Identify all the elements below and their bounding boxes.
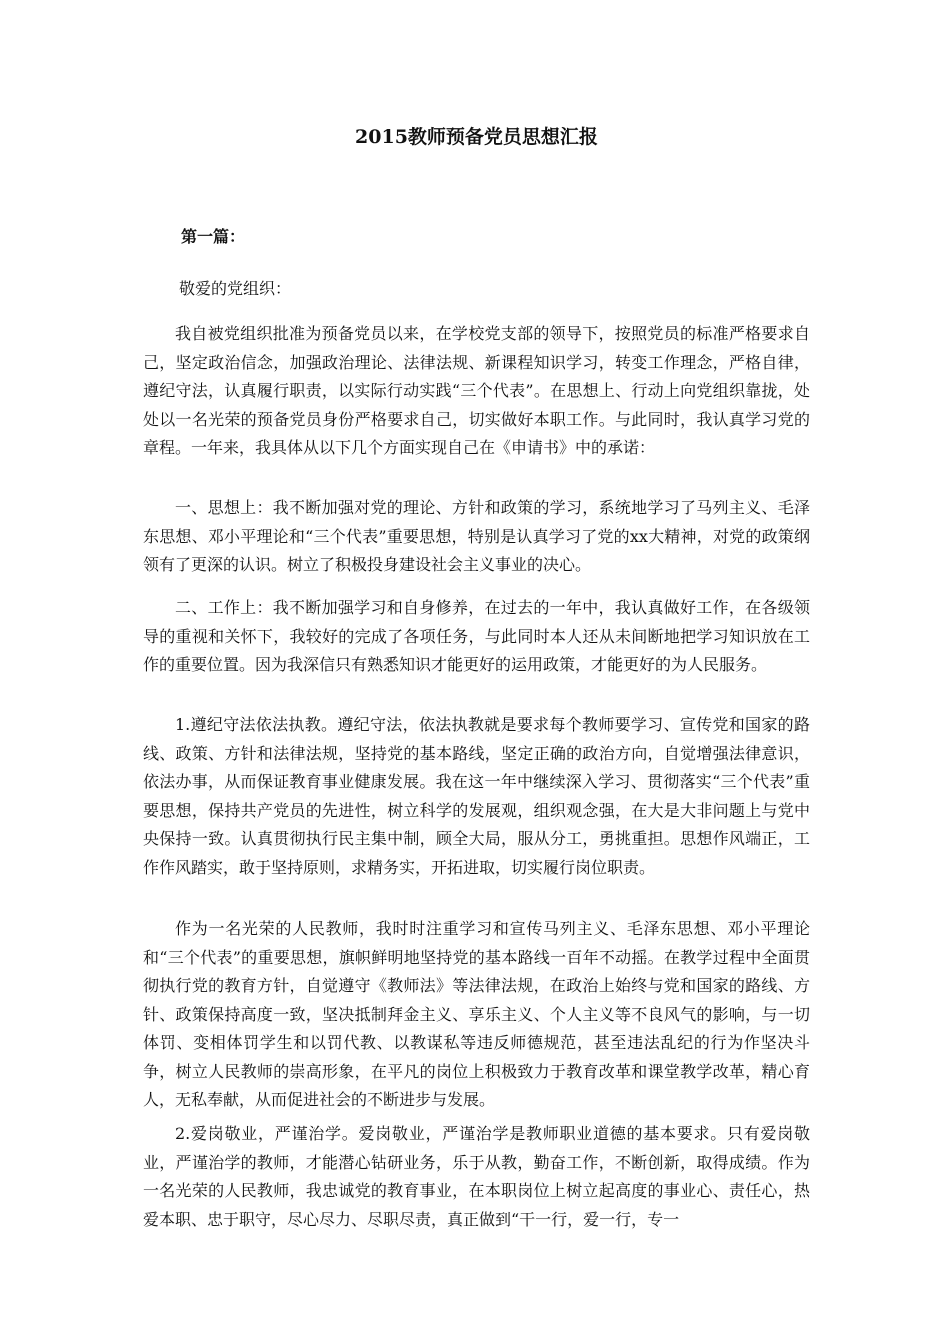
paragraph-ideology: 一、思想上：我不断加强对党的理论、方针和政策的学习，系统地学习了马列主义、毛泽东思想、邓小平理论和“三个代表”重要思想，特别是认真学习了党的xx大精神，对党的政策纲领有了更深的认识。树立了积极投身建设社会主义事业的决心。 <box>143 498 810 574</box>
paragraph-intro: 我自被党组织批准为预备党员以来，在学校党支部的领导下，按照党员的标准严格要求自己，坚定政治信念，加强政治理论、法律法规、新课程知识学习，转变工作理念，严格自律，遵纪守法，认真履行职责，以实际行动实践“三个代表”。在思想上、行动上向党组织靠拢，处处以一名光荣的预备党员身份严格要求自己，切实做好本职工作。与此同时，我认真学习党的章程。一年来，我具体从以下几个方面实现自己在《申请书》中的承诺： <box>143 324 810 457</box>
section-heading: 第一篇： <box>181 227 246 246</box>
paragraph-teacher-role: 作为一名光荣的人民教师，我时时注重学习和宣传马列主义、毛泽东思想、邓小平理论和“三个代表”的重要思想，旗帜鲜明地坚持党的基本路线一百年不动摇。在教学过程中全面贯彻执行党的教育方针，自觉遵守《教师法》等法律法规，在政治上始终与党和国家的路线、方针、政策保持高度一致，坚决抵制拜金主义、享乐主义、个人主义等不良风气的影响，与一切体罚、变相体罚学生和以罚代教、以教谋私等违反师德规范，甚至违法乱纪的行为作坚决斗争，树立人民教师的崇高形象，在平凡的岗位上积极致力于教育改革和课堂教学改革，精心育人，无私奉献，从而促进社会的不断进步与发展。 <box>143 919 810 1109</box>
paragraph-dedication: 2.爱岗敬业，严谨治学。爱岗敬业，严谨治学是教师职业道德的基本要求。只有爱岗敬业，严谨治学的教师，才能潜心钻研业务，乐于从教，勤奋工作，不断创新，取得成绩。作为一名光荣的人民教师，我忠诚党的教育事业，在本职岗位上树立起高度的事业心、责任心，热爱本职、忠于职守，尽心尽力、尽职尽责，真正做到“干一行，爱一行，专一 <box>143 1124 810 1229</box>
document-title: 2015教师预备党员思想汇报 <box>355 126 598 148</box>
salutation: 敬爱的党组织： <box>179 279 292 298</box>
paragraph-law-abiding: 1.遵纪守法依法执教。遵纪守法，依法执教就是要求每个教师要学习、宣传党和国家的路线、政策、方针和法律法规，坚持党的基本路线，坚定正确的政治方向，自觉增强法律意识，依法办事，从而保证教育事业健康发展。我在这一年中继续深入学习、贯彻落实“三个代表”重要思想，保持共产党员的先进性，树立科学的发展观，组织观念强，在大是大非问题上与党中央保持一致。认真贯彻执行民主集中制，顾全大局，服从分工，勇挑重担。思想作风端正，工作作风踏实，敢于坚持原则，求精务实，开拓进取，切实履行岗位职责。 <box>143 715 810 877</box>
paragraph-work: 二、工作上：我不断加强学习和自身修养，在过去的一年中，我认真做好工作，在各级领导的重视和关怀下，我较好的完成了各项任务，与此同时本人还从未间断地把学习知识放在工作的重要位置。因为我深信只有熟悉知识才能更好的运用政策，才能更好的为人民服务。 <box>143 598 810 674</box>
